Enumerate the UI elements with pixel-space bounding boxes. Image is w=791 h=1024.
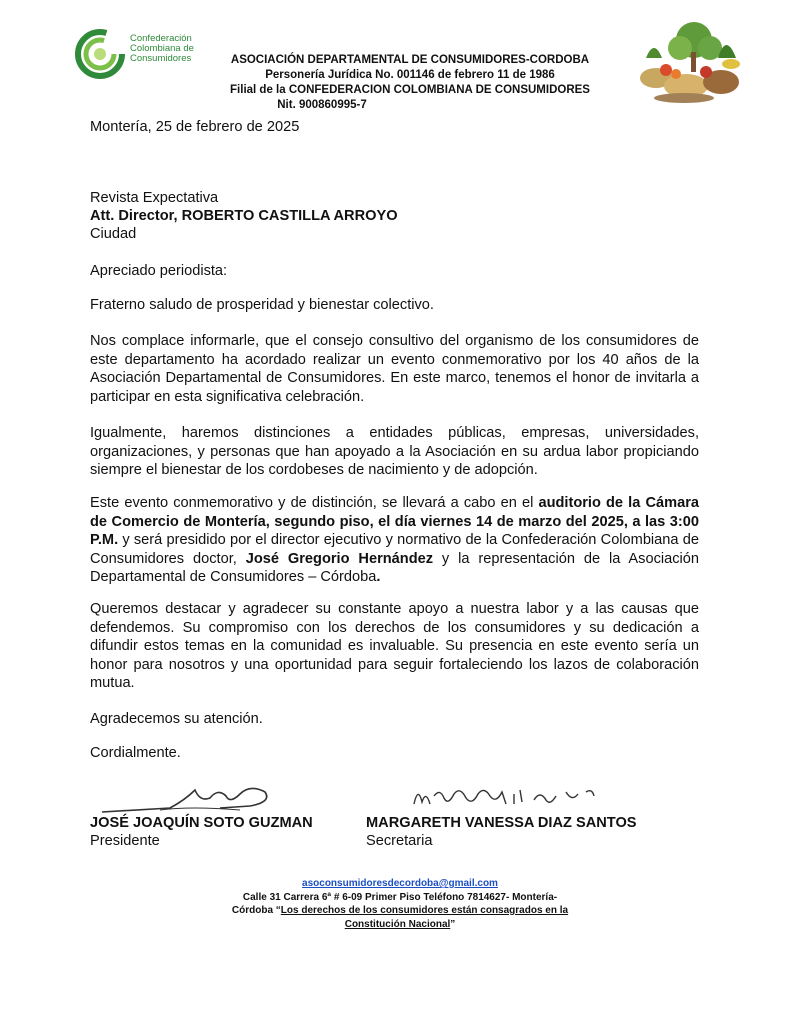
footer-address: Calle 31 Carrera 6ª # 6-09 Primer Piso Teléfono 7814627- Montería-: [242, 891, 558, 903]
confederation-logo: [74, 28, 204, 80]
closing: Cordialmente.: [90, 745, 181, 761]
president-name: JOSÉ JOAQUÍN SOTO GUZMAN: [90, 815, 313, 831]
greeting: Fraterno saludo de prosperidad y bienestar colectivo.: [90, 297, 434, 313]
produce-illustration: [636, 18, 746, 106]
recipient-organization: Revista Expectativa: [90, 190, 219, 206]
thanks-line: Agradecemos su atención.: [90, 711, 263, 727]
confederation-logo-mark-icon: [74, 28, 126, 80]
email-link[interactable]: asoconsumidoresdecordoba@gmail.com: [302, 878, 498, 889]
place-date: Montería, 25 de febrero de 2025: [90, 119, 300, 135]
confederation-logo-text: Confederación Colombiana de Consumidores: [130, 33, 194, 64]
secretary-name: MARGARETH VANESSA DIAZ SANTOS: [366, 815, 637, 831]
paragraph-distinctions: Igualmente, haremos distinciones a entidades públicas, empresas, universidades, organizaciones, y personas que han apoyado a la Asociación en su ardua labor propiciando siempre el bienestar de los cordobeses de nacimiento y de adopción.: [90, 425, 699, 479]
event-location-datetime: auditorio de la Cámara de Comercio de Montería, segundo piso, el día viernes 14 de marzo del 2025, a las 3:00 P.M.: [90, 495, 699, 549]
legal-registration: Personería Jurídica No. 001146 de febrero 11 de 1986: [265, 69, 555, 81]
footer-motto: Córdoba “Los derechos de los consumidores están consagrados en la Constitución Nacional”: [231, 905, 569, 930]
paragraph-event-details: Este evento conmemorativo y de distinción, se llevará a cabo en el auditorio de la Cámara de Comercio de Montería, segundo piso, el día viernes 14 de marzo del 2025, a las 3:00 P.M. y será presidido por el director ejecutivo y normativo de la Confederación Colombiana de Consumidores doctor, José Gregorio Hernández y la representación de la Asociación Departamental de Consumidores – Córdoba.: [90, 495, 700, 586]
secretary-signature: [410, 782, 600, 812]
president-signature: [100, 780, 280, 816]
secretary-role: Secretaria: [366, 833, 433, 849]
recipient-name: Att. Director, ROBERTO CASTILLA ARROYO: [90, 208, 398, 224]
org-name: ASOCIACIÓN DEPARTAMENTAL DE CONSUMIDORES-CORDOBA: [230, 54, 590, 66]
produce-basket-icon: [636, 18, 746, 106]
footer: [230, 877, 570, 931]
president-role: Presidente: [90, 833, 160, 849]
recipient-city: Ciudad: [90, 226, 137, 242]
paragraph-gratitude: Queremos destacar y agradecer su constante apoyo a nuestra labor y a las causas que defendemos. Su compromiso con los derechos de los consumidores y su dedicación a difundir estos temas en la comunidad es invaluable. Su presencia en este evento sería un honor para nosotros y una oportunidad para seguir fortaleciendo los lazos de colaboración mutua.: [90, 601, 699, 692]
paragraph-anniversary: Nos complace informarle, que el consejo consultivo del organismo de los consumidores de este departamento ha acordado realizar un evento conmemorativo por los 40 años de la Asociación Departamental de Consumidores. En este marco, tenemos el honor de invitarla a participar en esta significativa celebración.: [90, 333, 699, 405]
salutation: Apreciado periodista:: [90, 263, 228, 279]
nit-number: Nit. 900860995-7: [277, 99, 367, 111]
affiliation: Filial de la CONFEDERACION COLOMBIANA DE CONSUMIDORES: [230, 84, 590, 96]
director-name: José Gregorio Hernández: [245, 550, 434, 567]
